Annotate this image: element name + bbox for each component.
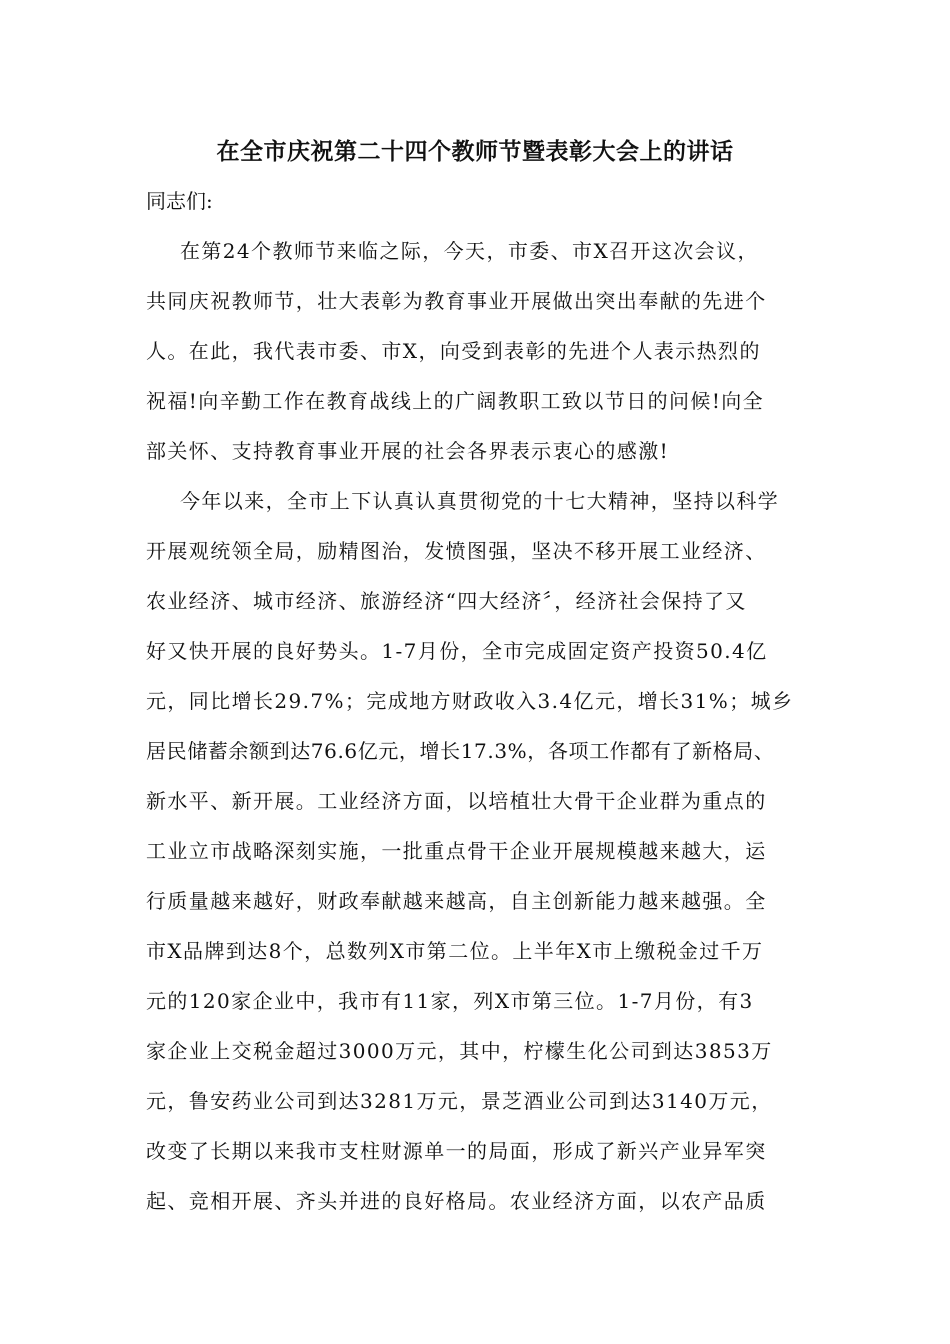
paragraph-line: 新水平、新开展。工业经济方面，以培植壮大骨干企业群为重点的	[146, 789, 767, 813]
paragraph-line: 元，鲁安药业公司到达3281万元，景芝酒业公司到达3140万元，	[146, 1089, 773, 1113]
paragraph-line: 农业经济、城市经济、旅游经济“四大经济〞，经济社会保持了又	[146, 589, 747, 613]
paragraph-line: 元的120家企业中，我市有11家，列X市第三位。1-7月份，有3	[146, 989, 754, 1013]
paragraph-line: 在第24个教师节来临之际，今天，市委、市X召开这次会议，	[180, 239, 759, 263]
paragraph-line: 改变了长期以来我市支柱财源单一的局面，形成了新兴产业异军突	[146, 1139, 767, 1163]
paragraph-line: 起、竞相开展、齐头并进的良好格局。农业经济方面，以农产品质	[146, 1189, 767, 1213]
paragraph-line: 市X品牌到达8个，总数列X市第二位。上半年X市上缴税金过千万	[146, 939, 764, 963]
paragraph-line: 居民储蓄余额到达76.6亿元，增长17.3%，各项工作都有了新格局、	[146, 739, 775, 763]
paragraph-line: 部关怀、支持教育事业开展的社会各界表示衷心的感激!	[146, 439, 670, 463]
paragraph-line: 今年以来，全市上下认真认真贯彻党的十七大精神，坚持以科学	[180, 489, 780, 513]
paragraph-line: 开展观统领全局，励精图治，发愤图强，坚决不移开展工业经济、	[146, 539, 767, 563]
paragraph-line: 共同庆祝教师节，壮大表彰为教育事业开展做出突出奉献的先进个	[146, 289, 767, 313]
paragraph-line: 人。在此，我代表市委、市X，向受到表彰的先进个人表示热烈的	[146, 339, 761, 363]
salutation: 同志们:	[146, 189, 213, 213]
paragraph-line: 家企业上交税金超过3000万元，其中，柠檬生化公司到达3853万	[146, 1039, 773, 1063]
paragraph-line: 好又快开展的良好势头。1-7月份，全市完成固定资产投资50.4亿	[146, 639, 768, 663]
paragraph-line: 行质量越来越好，财政奉献越来越高，自主创新能力越来越强。全	[146, 889, 767, 913]
document-title: 在全市庆祝第二十四个教师节暨表彰大会上的讲话	[216, 138, 734, 165]
paragraph-line: 工业立市战略深刻实施，一批重点骨干企业开展规模越来越大，运	[146, 839, 767, 863]
paragraph-line: 祝福!向辛勤工作在教育战线上的广阔教职工致以节日的问候!向全	[146, 389, 765, 413]
paragraph-line: 元，同比增长29.7%；完成地方财政收入3.4亿元，增长31%；城乡	[146, 689, 794, 713]
